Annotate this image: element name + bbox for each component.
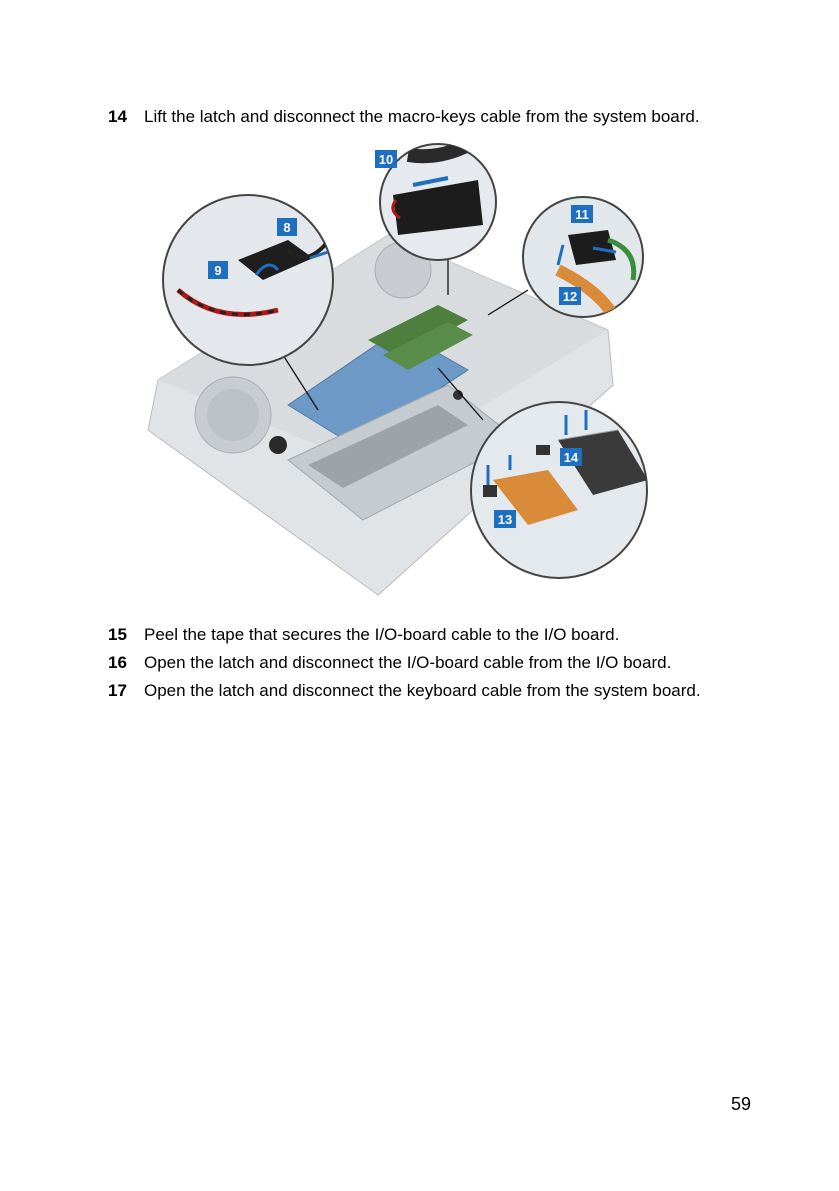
step-text: Open the latch and disconnect the keyboard cable from the system board. (144, 681, 701, 700)
svg-text:8: 8 (283, 220, 291, 235)
callout-8 (277, 218, 297, 236)
callout-12 (559, 287, 581, 305)
svg-text:11: 11 (575, 207, 589, 222)
step-15 (108, 624, 619, 646)
zoom-circle-bottom (471, 402, 648, 578)
step-number: 16 (108, 653, 127, 672)
svg-text:14: 14 (563, 450, 579, 465)
step-16 (108, 652, 671, 674)
step-14 (108, 106, 700, 128)
step-text: Lift the latch and disconnect the macro-keys cable from the system board. (144, 107, 700, 126)
callout-14 (560, 448, 582, 466)
step-17 (108, 680, 701, 702)
step-text: Peel the tape that secures the I/O-board cable to the I/O board. (144, 625, 620, 644)
step-number: 17 (108, 681, 127, 700)
zoom-circle-left (163, 195, 333, 365)
callout-13 (494, 510, 516, 528)
laptop-illustration (138, 140, 650, 610)
svg-text:10: 10 (378, 152, 394, 167)
step-number: 14 (108, 107, 127, 126)
svg-text:13: 13 (497, 512, 513, 527)
step-number: 15 (108, 625, 127, 644)
callout-9 (208, 261, 228, 279)
svg-text:12: 12 (562, 289, 578, 304)
callout-11 (571, 205, 593, 223)
svg-text:9: 9 (214, 263, 222, 278)
callout-10 (375, 150, 397, 168)
page-number: 59 (730, 1094, 751, 1114)
step-text: Open the latch and disconnect the I/O-board cable from the I/O board. (144, 653, 672, 672)
zoom-circle-top (380, 144, 496, 260)
